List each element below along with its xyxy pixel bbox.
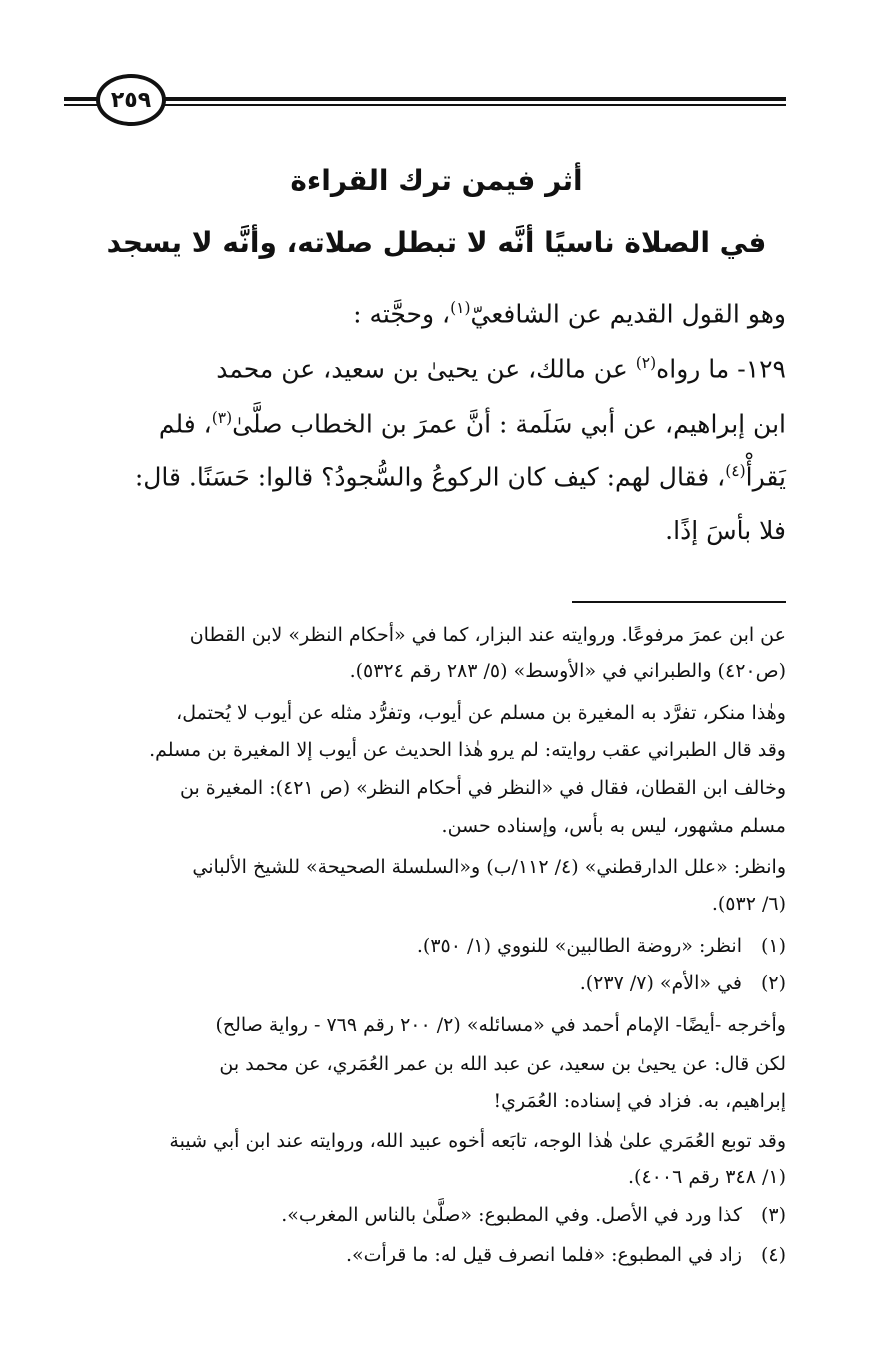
- body-intro: وهو القول القديم عن الشافعيّ$^{(١)}$، وحجَّته :: [353, 299, 786, 329]
- chapter-title-line-2: في الصلاة ناسيًا أنَّه لا تبطل صلاته، وأنَّه لا يسجد: [106, 226, 767, 259]
- footnote-divider: [572, 601, 786, 603]
- footnote-cont-line: عن ابن عمرَ مرفوعًا. وروايته عند البزار، كما في «أحكام النظر» لابن القطان: [189, 624, 786, 646]
- footnote-cont-line: وانظر: «علل الدارقطني» (٤/ ١١٢/ب) و«السلسلة الصحيحة» للشيخ الألباني: [192, 856, 786, 878]
- footnote-2-text: في «الأم» (٧/ ٢٣٧).: [579, 972, 742, 994]
- footnote-ref-2[interactable]: (٢): [635, 354, 657, 372]
- footnote-number-3: (٣): [760, 1204, 786, 1226]
- footnote-ref-4[interactable]: (٤): [725, 462, 746, 480]
- footnote-cont-line: وقد قال الطبراني عقب روايته: لم يرو هٰذا الحديث عن أيوب إلا المغيرة بن مسلم.: [149, 739, 786, 761]
- footnote-cont-line: وهٰذا منكر، تفرَّد به المغيرة بن مسلم عن أيوب، وتفرُّد مثله عن أيوب لا يُحتمل،: [176, 702, 786, 724]
- footnote-cont-line: وخالف ابن القطان، فقال في «النظر في أحكام النظر» (ص ٤٢١): المغيرة بن: [180, 777, 786, 799]
- footnote-number-1: (١): [760, 935, 786, 957]
- footnote-number-4: (٤): [760, 1244, 786, 1266]
- body-line-4: فلا بأسَ إذًا.: [665, 516, 786, 545]
- header-rule-thin: [64, 104, 786, 106]
- footnote-4-text: زاد في المطبوع: «فلما انصرف قيل له: ما قرأت».: [345, 1244, 742, 1266]
- body-line-3: يَقرأْ$^{(٤)}$، فقال لهم: كيف كان الركوعُ والسُّجودُ؟ قالوا: حَسَنًا. قال:: [134, 462, 786, 492]
- footnote-cont-line: (٦/ ٥٣٢).: [711, 893, 786, 915]
- footnote-ref-1[interactable]: (١): [450, 299, 471, 317]
- header-rule: [64, 97, 786, 101]
- footnote-2-line: (١/ ٣٤٨ رقم ٤٠٠٦).: [628, 1166, 786, 1188]
- footnote-number-2: (٢): [760, 972, 786, 994]
- footnote-2-line: وأخرجه -أيضًا- الإمام أحمد في «مسائله» (٢/ ٢٠٠ رقم ٧٦٩ - رواية صالح): [215, 1014, 786, 1036]
- footnote-2-line: لكن قال: عن يحيىٰ بن سعيد، عن عبد الله بن عمر العُمَري، عن محمد بن: [219, 1053, 786, 1075]
- footnote-2-line: وقد توبع العُمَري علىٰ هٰذا الوجه، تابَعه أخوه عبيد الله، وروايته عند ابن أبي شيبة: [169, 1130, 786, 1152]
- page-number: ٢٥٩: [96, 74, 166, 126]
- footnote-cont-line: (ص٤٢٠) والطبراني في «الأوسط» (٥/ ٢٨٣ رقم ٥٣٢٤).: [349, 660, 786, 682]
- footnote-ref-3[interactable]: (٣): [211, 409, 233, 427]
- chapter-title-line-1: أثر فيمن ترك القراءة: [290, 164, 583, 197]
- body-line-1: ١٢٩- ما رواه$^{(٢)}$ عن مالك، عن يحيىٰ بن سعيد، عن محمد: [216, 354, 786, 384]
- body-line-2: ابن إبراهيم، عن أبي سَلَمة : أنَّ عمرَ بن الخطاب صلَّىٰ$^{(٣)}$، فلم: [158, 409, 786, 439]
- footnote-2-line: إبراهيم، به. فزاد في إسناده: العُمَري!: [493, 1090, 786, 1112]
- footnote-3-text: كذا ورد في الأصل. وفي المطبوع: «صلَّىٰ بالناس المغرب».: [281, 1204, 742, 1226]
- footnote-cont-line: مسلم مشهور، ليس به بأس، وإسناده حسن.: [441, 815, 786, 837]
- footnote-1-text: انظر: «روضة الطالبين» للنووي (١/ ٣٥٠).: [416, 935, 742, 957]
